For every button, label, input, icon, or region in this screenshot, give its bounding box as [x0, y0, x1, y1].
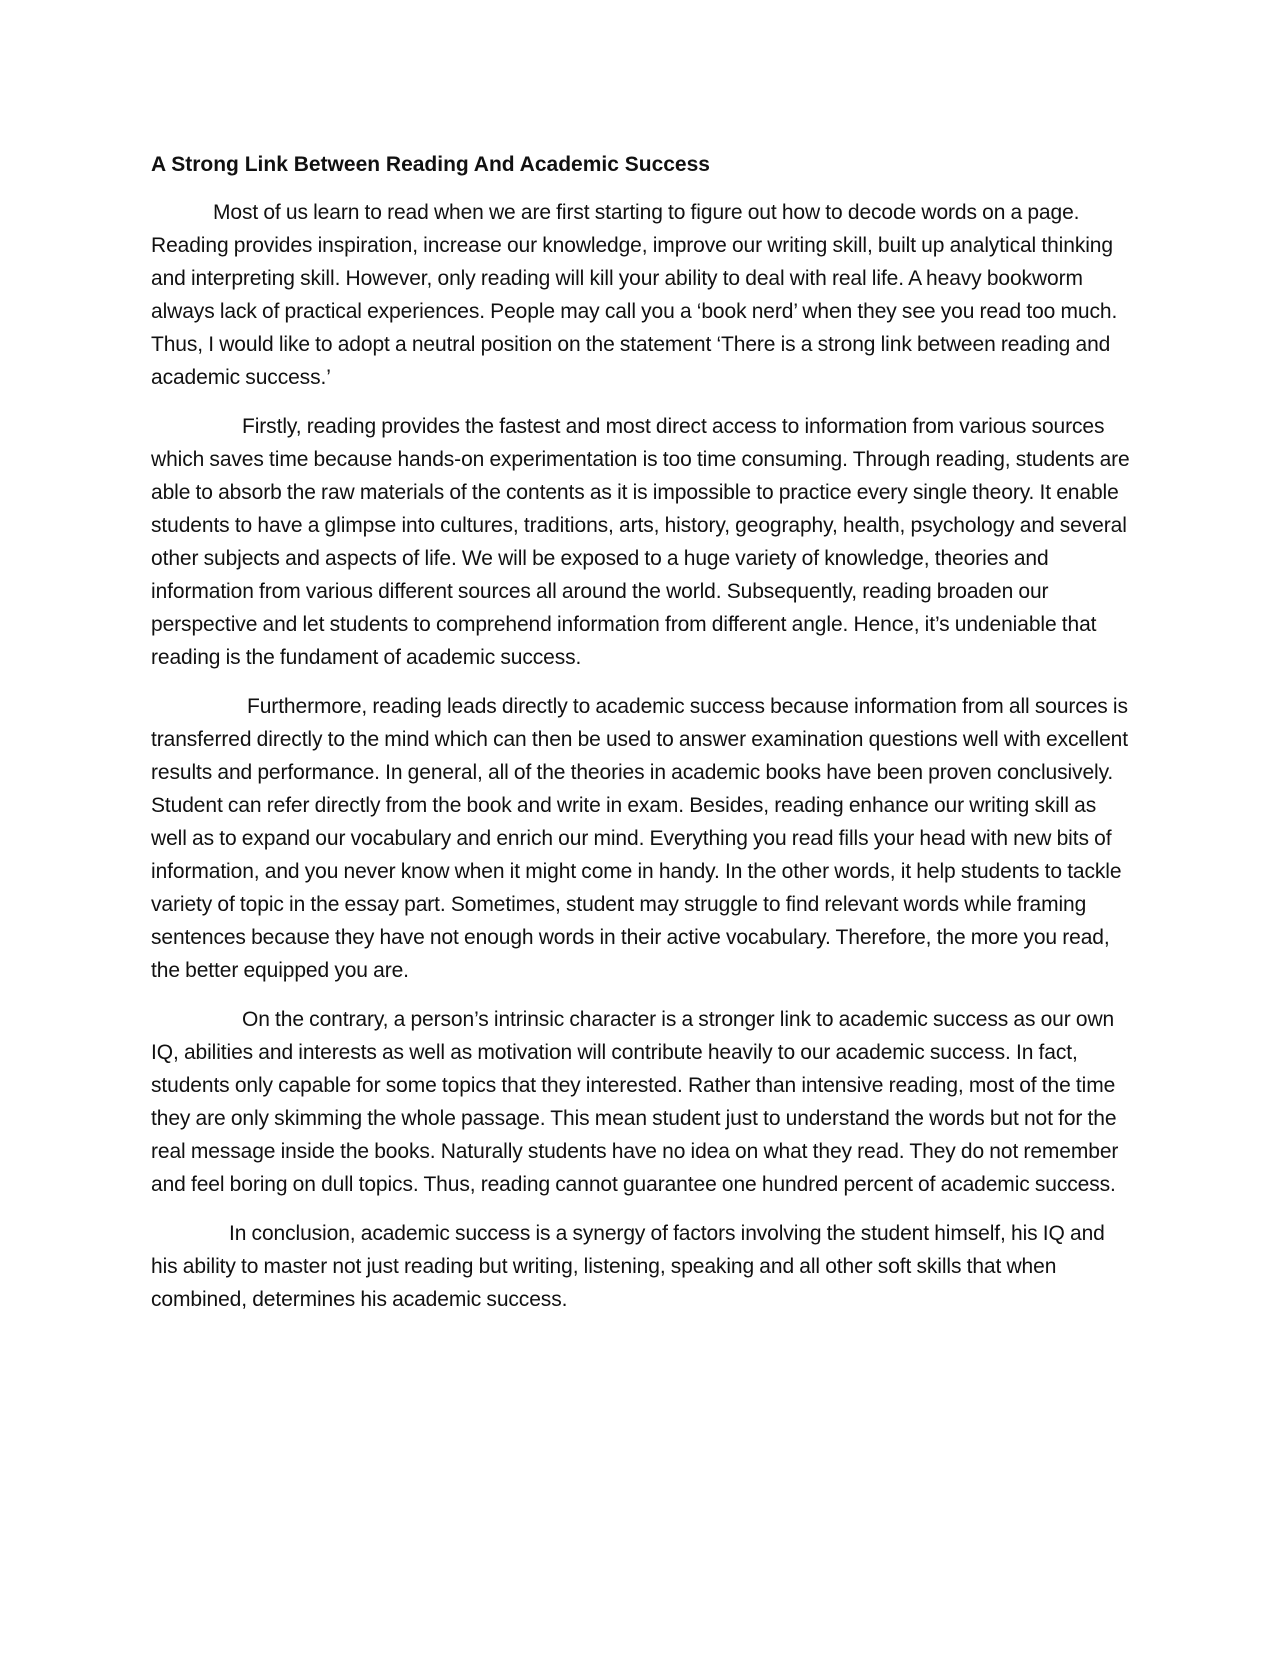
- paragraph-contrary: On the contrary, a person’s intrinsic character is a stronger link to academic success as our own IQ, abilities and interests as well as motivation will contribute heavily to our academic success. In fact, students only capable for some topics that they interested. Rather than intensive reading, most of the time they are only skimming the whole passage. This mean student just to understand the words but not for the real message inside the books. Naturally students have no idea on what they read. They do not remember and feel boring on dull topics. Thus, reading cannot guarantee one hundred percent of academic success.: [151, 1008, 1119, 1196]
- paragraph-firstly: Firstly, reading provides the fastest and most direct access to information from various sources which saves time because hands-on experimentation is too time consuming. Through reading, students are able to absorb the raw materials of the contents as it is impossible to practice every single theory. It enable students to have a glimpse into cultures, traditions, arts, history, geography, health, psychology and several other subjects and aspects of life. We will be exposed to a huge variety of knowledge, theories and information from various different sources all around the world. Subsequently, reading broaden our perspective and let students to comprehend information from different angle. Hence, it’s undeniable that reading is the fundament of academic success.: [151, 415, 1130, 669]
- document-body: [151, 148, 1131, 1332]
- document-title: A Strong Link Between Reading And Academic Success: [151, 153, 710, 176]
- paragraph-conclusion: In conclusion, academic success is a synergy of factors involving the student himself, his IQ and his ability to master not just reading but writing, listening, speaking and all other soft skills that when combined, determines his academic success.: [151, 1222, 1105, 1311]
- paragraph-introduction: Most of us learn to read when we are first starting to figure out how to decode words on a page. Reading provides inspiration, increase our knowledge, improve our writing skill, built up analytical thinking and interpreting skill. However, only reading will kill your ability to deal with real life. A heavy bookworm always lack of practical experiences. People may call you a ‘book nerd’ when they see you read too much. Thus, I would like to adopt a neutral position on the statement ‘There is a strong link between reading and academic success.’: [151, 201, 1118, 389]
- paragraph-furthermore: Furthermore, reading leads directly to academic success because information from all sources is transferred directly to the mind which can then be used to answer examination questions well with excellent results and performance. In general, all of the theories in academic books have been proven conclusively. Student can refer directly from the book and write in exam. Besides, reading enhance our writing skill as well as to expand our vocabulary and enrich our mind. Everything you read fills your head with new bits of information, and you never know when it might come in handy. In the other words, it help students to tackle variety of topic in the essay part. Sometimes, student may struggle to find relevant words while framing sentences because they have not enough words in their active vocabulary. Therefore, the more you read, the better equipped you are.: [151, 695, 1128, 982]
